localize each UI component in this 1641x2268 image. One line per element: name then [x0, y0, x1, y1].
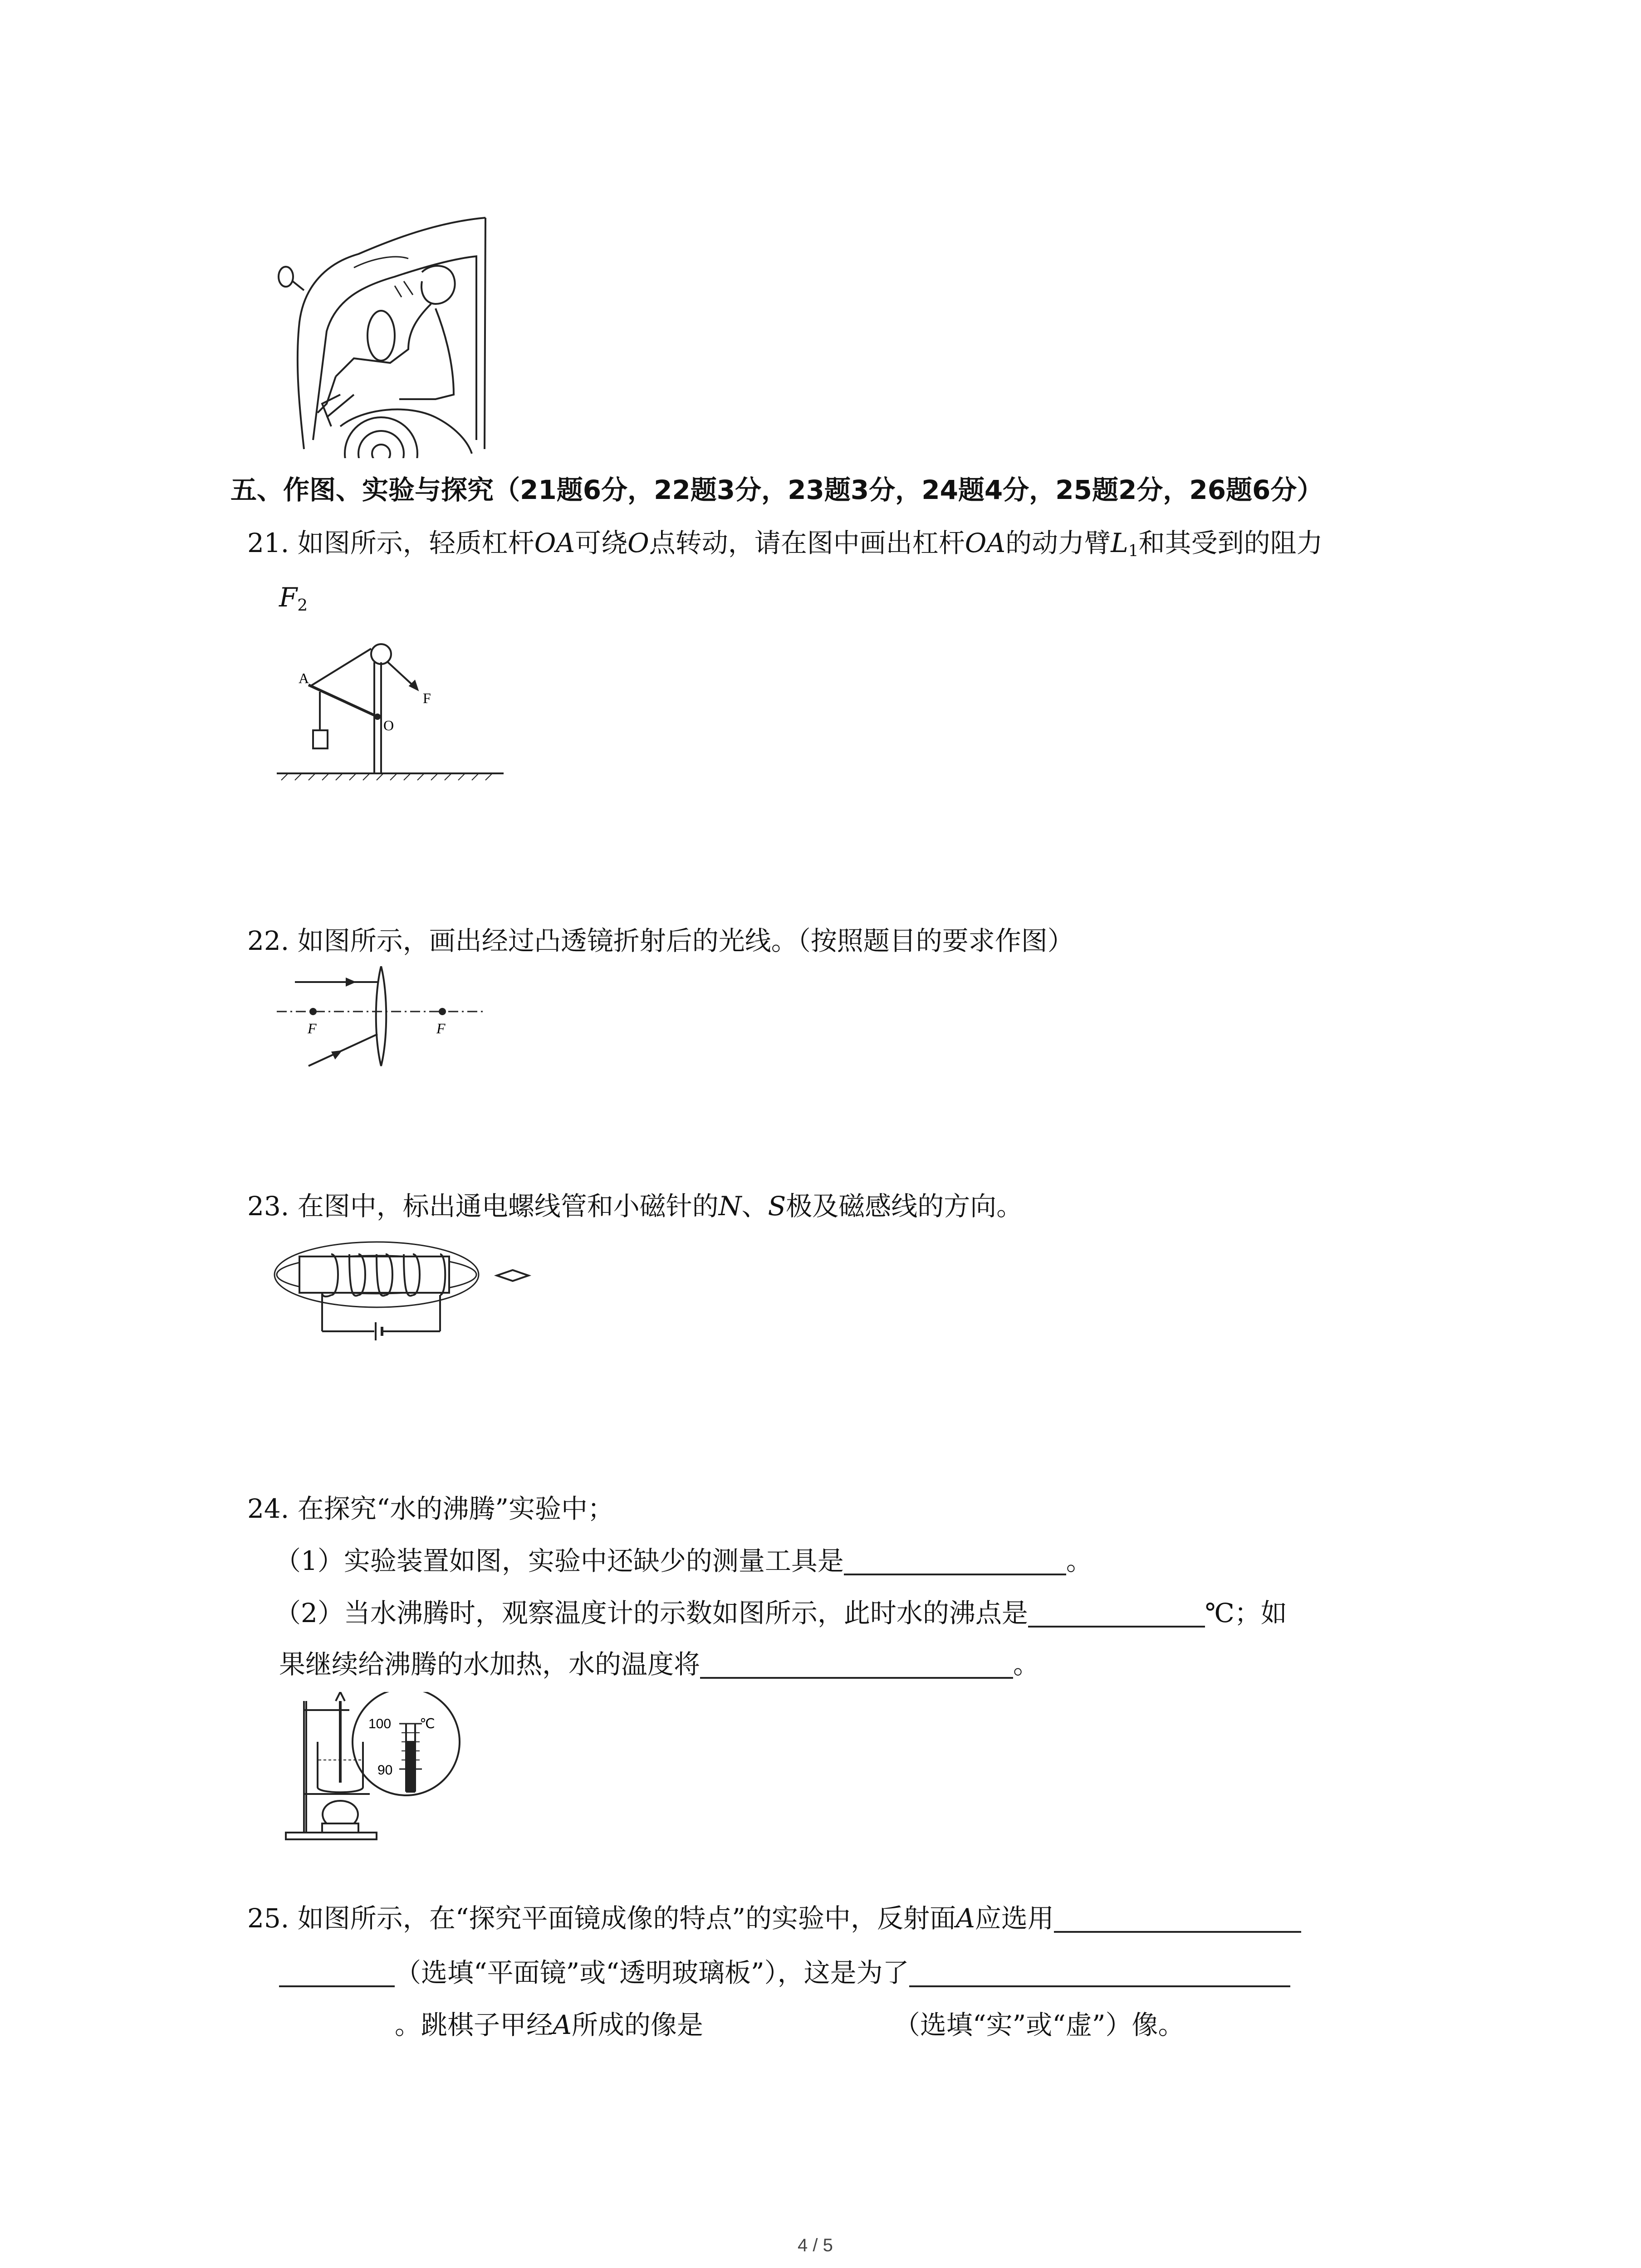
q25-blank-2[interactable]	[909, 1959, 1290, 1987]
q21-text-a: 如图所示，轻质杠杆	[297, 528, 534, 558]
q24-p1-end: 。	[1066, 1545, 1092, 1576]
thermo-label-unit: ℃	[420, 1716, 435, 1732]
solenoid-figure	[272, 1234, 544, 1352]
q25-text-a: 如图所示，在“探究平面镜成像的特点”的实验中，反射面	[297, 1903, 956, 1934]
q25-line3	[395, 2009, 1185, 2041]
lever-label-f: F	[423, 690, 431, 706]
q24-p2c-blank[interactable]	[700, 1651, 1013, 1679]
q22-line	[247, 925, 1074, 957]
q25-text-d: 。跳棋子甲经	[395, 2009, 553, 2040]
q21-oa-1: OA	[534, 528, 575, 558]
q24-p2-unit: ℃；如	[1205, 1598, 1287, 1628]
q24-p2c-end: 。	[1013, 1649, 1040, 1680]
q24-p2-blank[interactable]	[1028, 1599, 1205, 1628]
lens-label-f-right: F	[436, 1020, 446, 1036]
q23-n: N	[718, 1191, 742, 1222]
q21-text-d: 的动力臂	[1005, 528, 1111, 558]
q21-line2	[279, 582, 308, 615]
q24-p2-text: （2）当水沸腾时，观察温度计的示数如图所示，此时水的沸点是	[274, 1598, 1028, 1628]
q21-f-sub: 2	[297, 596, 308, 615]
q23-text-b: 极及磁感线的方向。	[786, 1191, 1023, 1222]
q25-a-2: A	[553, 2009, 572, 2040]
q25-text-f: （选填“实”或“虚”）像。	[893, 2009, 1185, 2040]
convex-lens-figure	[272, 966, 490, 1070]
boiling-apparatus-figure	[272, 1692, 490, 1846]
q22-number: 22.	[247, 925, 289, 956]
q25-text-b: 应选用	[975, 1903, 1054, 1934]
q24-part2-cont	[279, 1649, 1039, 1681]
q21-text-e: 和其受到的阻力	[1138, 528, 1323, 558]
q23-sep: 、	[741, 1191, 768, 1222]
q24-p1-text: （1）实验装置如图，实验中还缺少的测量工具是	[274, 1545, 844, 1576]
q23-line	[247, 1191, 1023, 1222]
thermo-label-100: 100	[368, 1716, 392, 1731]
q24-number: 24.	[247, 1493, 289, 1524]
section-header: 五、作图、实验与探究（21题6分，22题3分，23题3分，24题4分，25题2分，26题6分）	[230, 474, 1323, 505]
thermo-label-90: 90	[377, 1763, 393, 1778]
q24-p1-blank[interactable]	[844, 1547, 1066, 1575]
q25-line2	[279, 1957, 1290, 1989]
q25-blank-1[interactable]	[1054, 1905, 1301, 1933]
car-driver-figure	[272, 213, 490, 458]
q21-l-sub: 1	[1128, 541, 1139, 560]
q25-line1	[247, 1903, 1301, 1935]
q24-part1	[274, 1545, 1092, 1577]
q21-text-b: 可绕	[575, 528, 628, 558]
q23-number: 23.	[247, 1191, 289, 1222]
q25-text-e: 所成的像是	[571, 2009, 703, 2040]
q25-blank-1-cont[interactable]	[279, 1959, 395, 1987]
q25-blank-3[interactable]	[703, 2011, 894, 2039]
q21-text-c: 点转动，请在图中画出杠杆	[649, 528, 965, 558]
q24-part2	[274, 1598, 1287, 1629]
q25-text-c: （选填“平面镜”或“透明玻璃板”），这是为了	[395, 1957, 909, 1988]
q21-l: L	[1111, 528, 1128, 558]
q25-a-1: A	[956, 1903, 975, 1934]
q24-line	[247, 1493, 614, 1525]
q21-number: 21.	[247, 528, 289, 558]
lever-label-a: A	[299, 670, 309, 686]
lens-label-f-left: F	[308, 1020, 317, 1036]
q23-s: S	[768, 1191, 786, 1222]
q22-text: 如图所示，画出经过凸透镜折射后的光线。（按照题目的要求作图）	[297, 925, 1074, 956]
q24-p2c-text: 果继续给沸腾的水加热，水的温度将	[279, 1649, 700, 1680]
q21-line1	[247, 528, 1323, 561]
q21-oa-2: OA	[965, 528, 1006, 558]
q21-o: O	[627, 528, 649, 558]
q24-text: 在探究“水的沸腾”实验中；	[297, 1493, 614, 1524]
q25-number: 25.	[247, 1903, 289, 1934]
lever-label-o: O	[383, 717, 394, 733]
page-number: 4 / 5	[798, 2235, 833, 2255]
lever-figure	[272, 635, 508, 789]
q23-text-a: 在图中，标出通电螺线管和小磁针的	[297, 1191, 719, 1222]
q21-f: F	[279, 582, 298, 613]
